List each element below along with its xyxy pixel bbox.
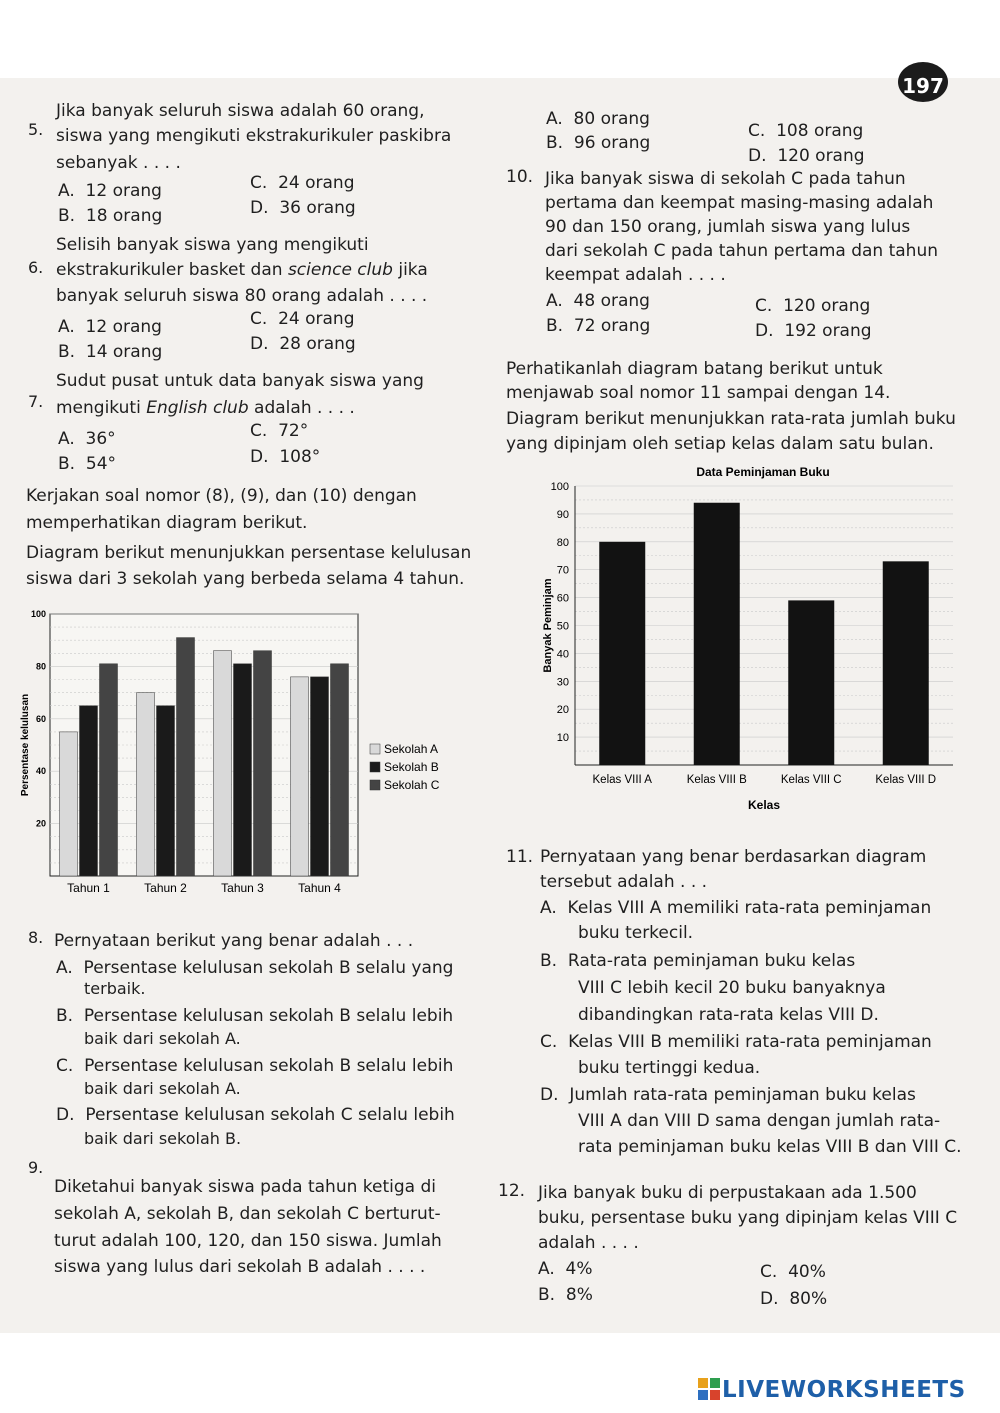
chart1-x-tick-label: Tahun 4 — [298, 881, 341, 895]
q6-line-2: ekstrakurikuler basket dan science club jika — [56, 260, 428, 280]
instructions-right-4: yang dipinjam oleh setiap kelas dalam satu bulan. — [506, 434, 934, 454]
instructions-left-1: Kerjakan soal nomor (8), (9), dan (10) dengan — [26, 486, 417, 506]
chart2-y-tick-label: 90 — [556, 508, 569, 521]
chart2-y-axis-title: Banyak Peminjam — [542, 578, 554, 673]
chart2-x-tick-label: Kelas VIII D — [875, 774, 937, 786]
chart1-y-tick-label: 20 — [35, 818, 46, 829]
chart2-y-tick-label: 40 — [556, 648, 569, 661]
chart1-bar-3-3 — [254, 651, 272, 876]
chart2-y-tick-label: 100 — [550, 481, 569, 493]
q8-option-a-cont: terbaik. — [84, 979, 146, 998]
q11-option-c[interactable]: C. Kelas VIII B memiliki rata-rata peminjaman — [540, 1032, 932, 1052]
chart2-x-tick-label: Kelas VIII C — [780, 774, 842, 786]
q12-line-2: buku, persentase buku yang dipinjam kelas VIII C — [538, 1208, 958, 1228]
book-borrowing-chart — [535, 462, 965, 817]
q5-option-c[interactable]: C. 24 orang — [250, 173, 355, 193]
chart1-x-tick-label: Tahun 3 — [221, 881, 264, 895]
q8-option-b-cont: baik dari sekolah A. — [84, 1029, 241, 1048]
q6-option-a[interactable]: A. 12 orang — [58, 317, 162, 337]
q12-line-1: Jika banyak buku di perpustakaan ada 1.500 — [538, 1183, 917, 1203]
chart1-bar-1-2 — [137, 693, 155, 876]
instructions-left-4: siswa dari 3 sekolah yang berbeda selama 4 tahun. — [26, 569, 465, 589]
instructions-right-3: Diagram berikut menunjukkan rata-rata jumlah buku — [506, 409, 956, 429]
q9-number: 9. — [28, 1158, 44, 1177]
q5-line-1: Jika banyak seluruh siswa adalah 60 orang, — [56, 101, 425, 121]
q7-option-d[interactable]: D. 108° — [250, 447, 321, 467]
chart1-y-tick-label: 60 — [35, 713, 46, 724]
chart2-x-tick-label: Kelas VIII B — [686, 774, 747, 786]
q12-option-a[interactable]: A. 4% — [538, 1259, 593, 1279]
instructions-left-3: Diagram berikut menunjukkan persentase kelulusan — [26, 543, 472, 563]
q11-number: 11. — [506, 847, 534, 867]
q11-option-d-cont-1: VIII A dan VIII D sama dengan jumlah rata- — [578, 1111, 941, 1131]
chart2-y-tick-label: 30 — [556, 676, 569, 689]
chart2-bar-4 — [883, 561, 929, 765]
chart2-y-tick-label: 10 — [556, 732, 569, 745]
q8-option-a[interactable]: A. Persentase kelulusan sekolah B selalu yang — [56, 958, 454, 978]
chart1-legend-label-1: Sekolah A — [384, 742, 439, 756]
q7-option-a[interactable]: A. 36° — [58, 429, 116, 449]
q10-line-2: pertama dan keempat masing-masing adalah — [545, 193, 934, 213]
chart1-bar-1-4 — [291, 677, 309, 876]
q8-option-d-cont: baik dari sekolah B. — [84, 1129, 242, 1148]
chart1-bar-2-4 — [311, 677, 329, 876]
chart2-y-tick-label: 70 — [556, 564, 569, 577]
instructions-left-2: memperhatikan diagram berikut. — [26, 513, 308, 533]
liveworksheets-logo[interactable] — [698, 1377, 998, 1403]
q11-stem-1: Pernyataan yang benar berdasarkan diagram — [540, 847, 927, 867]
q5-line-3: sebanyak . . . . — [56, 153, 181, 173]
chart1-bar-3-1 — [100, 664, 118, 876]
q8-option-c[interactable]: C. Persentase kelulusan sekolah B selalu lebih — [56, 1056, 454, 1076]
q5-line-2: siswa yang mengikuti ekstrakurikuler paskibra — [56, 126, 452, 146]
q8-option-d[interactable]: D. Persentase kelulusan sekolah C selalu lebih — [56, 1105, 455, 1125]
chart2-bar-3 — [788, 600, 834, 765]
chart2-x-tick-label: Kelas VIII A — [592, 774, 652, 786]
chart1-bar-2-1 — [80, 706, 98, 876]
chart1-bar-3-4 — [331, 664, 349, 876]
instructions-right-1: Perhatikanlah diagram batang berikut untuk — [506, 359, 883, 379]
q7-option-b[interactable]: B. 54° — [58, 454, 117, 474]
q10-option-b[interactable]: B. 72 orang — [546, 316, 651, 336]
q6-option-c[interactable]: C. 24 orang — [250, 309, 355, 329]
chart1-x-tick-label: Tahun 1 — [67, 881, 110, 895]
chart1-bar-3-2 — [177, 638, 195, 876]
chart1-y-tick-label: 80 — [35, 661, 46, 672]
q9-line-4: siswa yang lulus dari sekolah B adalah . . . . — [54, 1257, 426, 1277]
chart2-bar-2 — [694, 503, 740, 765]
chart2-y-tick-label: 60 — [556, 592, 569, 605]
chart1-bar-1-1 — [60, 732, 78, 876]
q7-line-1: Sudut pusat untuk data banyak siswa yang — [56, 371, 424, 391]
q6-option-b[interactable]: B. 14 orang — [58, 342, 163, 362]
chart1-legend-label-2: Sekolah B — [384, 760, 439, 774]
chart1-legend-swatch-2 — [370, 762, 380, 772]
q7-option-c[interactable]: C. 72° — [250, 421, 309, 441]
q12-option-d[interactable]: D. 80% — [760, 1289, 828, 1309]
q10-number: 10. — [506, 167, 534, 187]
chart1-bar-2-3 — [234, 664, 252, 876]
chart2-x-axis-title: Kelas — [747, 798, 781, 812]
q9-option-a[interactable]: A. 80 orang — [546, 109, 650, 129]
q9-line-2: sekolah A, sekolah B, dan sekolah C berturut- — [54, 1204, 441, 1224]
q9-option-c[interactable]: C. 108 orang — [748, 121, 864, 141]
q6-line-3: banyak seluruh siswa 80 orang adalah . . . . — [56, 286, 428, 306]
q12-option-c[interactable]: C. 40% — [760, 1262, 826, 1282]
q10-option-d[interactable]: D. 192 orang — [755, 321, 872, 341]
q11-option-a-cont: buku terkecil. — [578, 923, 694, 943]
q5-option-d[interactable]: D. 36 orang — [250, 198, 356, 218]
q6-option-d[interactable]: D. 28 orang — [250, 334, 356, 354]
q5-option-b[interactable]: B. 18 orang — [58, 206, 163, 226]
q11-option-a[interactable]: A. Kelas VIII A memiliki rata-rata peminjaman — [540, 898, 932, 918]
instructions-right-2: menjawab soal nomor 11 sampai dengan 14. — [506, 383, 891, 403]
q5-option-a[interactable]: A. 12 orang — [58, 181, 162, 201]
q11-option-b-cont-1: VIII C lebih kecil 20 buku banyaknya — [578, 978, 886, 998]
chart1-legend-label-3: Sekolah C — [384, 778, 440, 792]
q9-line-1: Diketahui banyak siswa pada tahun ketiga di — [54, 1177, 436, 1197]
chart1-y-axis-title: Persentase kelulusan — [20, 693, 31, 797]
q12-number: 12. — [498, 1181, 526, 1201]
page-number: 197 — [898, 62, 948, 102]
q11-stem-2: tersebut adalah . . . — [540, 872, 708, 892]
q7-number: 7. — [28, 392, 44, 411]
chart2-y-tick-label: 80 — [556, 536, 569, 549]
q11-option-d-cont-2: rata peminjaman buku kelas VIII B dan VIII C. — [578, 1137, 962, 1157]
chart1-y-tick-label: 40 — [35, 766, 46, 777]
q10-option-c[interactable]: C. 120 orang — [755, 296, 871, 316]
q8-stem: Pernyataan berikut yang benar adalah . . . — [54, 931, 414, 951]
q12-option-b[interactable]: B. 8% — [538, 1285, 593, 1305]
q10-line-4: dari sekolah C pada tahun pertama dan tahun — [545, 241, 939, 261]
q10-line-5: keempat adalah . . . . — [545, 265, 726, 285]
liveworksheets-icon — [698, 1378, 720, 1400]
q8-option-c-cont: baik dari sekolah A. — [84, 1079, 241, 1098]
graduation-percentage-chart — [18, 608, 488, 913]
q11-option-c-cont: buku tertinggi kedua. — [578, 1058, 761, 1078]
watermark-text: LIVEWORKSHEETS — [722, 1377, 966, 1403]
q7-line-2: mengikuti English club adalah . . . . — [56, 398, 355, 418]
q8-number: 8. — [28, 928, 44, 947]
q9-option-b[interactable]: B. 96 orang — [546, 133, 651, 153]
q9-option-d[interactable]: D. 120 orang — [748, 146, 865, 166]
chart1-bar-2-2 — [157, 706, 175, 876]
chart1-legend-swatch-3 — [370, 780, 380, 790]
q11-option-b[interactable]: B. Rata-rata peminjaman buku kelas — [540, 951, 856, 971]
q10-line-1: Jika banyak siswa di sekolah C pada tahun — [545, 169, 906, 189]
chart2-bar-1 — [599, 542, 645, 765]
chart2-y-tick-label: 50 — [556, 620, 569, 633]
q6-number: 6. — [28, 258, 44, 277]
chart1-legend-swatch-1 — [370, 744, 380, 754]
q12-line-3: adalah . . . . — [538, 1233, 639, 1253]
q9-line-3: turut adalah 100, 120, dan 150 siswa. Jumlah — [54, 1231, 442, 1251]
q11-option-d[interactable]: D. Jumlah rata-rata peminjaman buku kelas — [540, 1085, 916, 1105]
chart2-y-tick-label: 20 — [556, 704, 569, 717]
q6-line-1: Selisih banyak siswa yang mengikuti — [56, 235, 369, 255]
chart2-title: Data Peminjaman Buku — [696, 465, 830, 479]
chart1-bar-1-3 — [214, 651, 232, 876]
q10-option-a[interactable]: A. 48 orang — [546, 291, 650, 311]
q8-option-b[interactable]: B. Persentase kelulusan sekolah B selalu lebih — [56, 1006, 454, 1026]
q10-line-3: 90 dan 150 orang, jumlah siswa yang lulus — [545, 217, 911, 237]
q5-number: 5. — [28, 120, 44, 139]
chart1-y-tick-label: 100 — [30, 609, 46, 619]
chart1-x-tick-label: Tahun 2 — [144, 881, 187, 895]
q11-option-b-cont-2: dibandingkan rata-rata kelas VIII D. — [578, 1005, 879, 1025]
